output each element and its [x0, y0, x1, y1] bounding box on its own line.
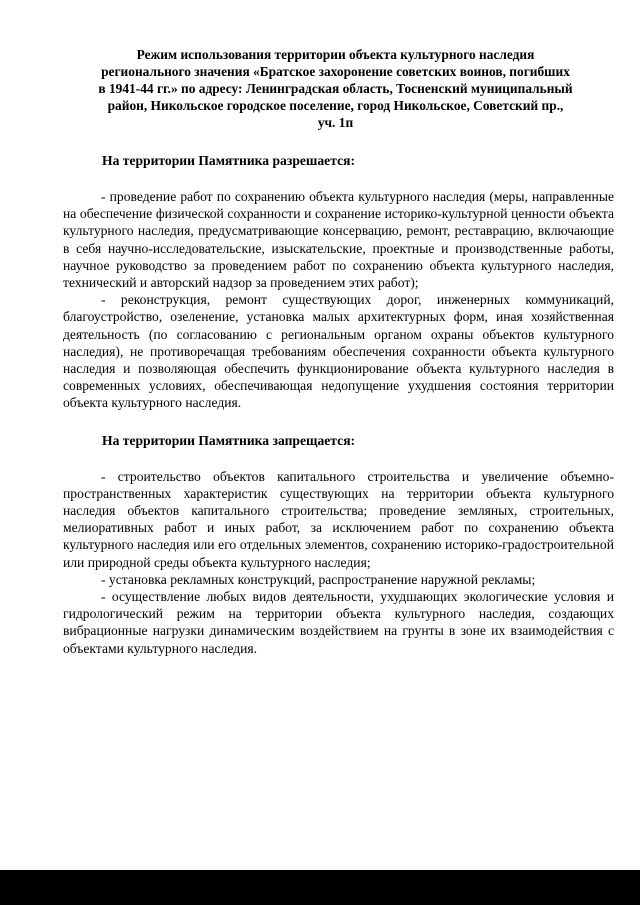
- title-line: район, Никольское городское поселение, город Никольское, Советский пр.,: [107, 98, 564, 113]
- title-line: регионального значения «Братское захоронение советских воинов, погибших: [101, 64, 570, 79]
- title-line: уч. 1п: [317, 115, 354, 130]
- title-line: Режим использования территории объекта культурного наследия: [136, 47, 535, 62]
- scan-border: [0, 870, 640, 905]
- title-line: в 1941-44 гг.» по адресу: Ленинградская область, Тосненский муниципальный: [98, 81, 573, 96]
- forbidden-item: - осуществление любых видов деятельности, ухудшающих экологические условия и гидрологический режим на территории объекта культурного наследия, создающих вибрационные нагрузки динамическим воздействием на грунты в зоне их взаимодействия с объектами культурного наследия.: [63, 589, 614, 656]
- forbidden-item: - строительство объектов капитального строительства и увеличение объемно-пространственных характеристик существующих на территории объекта культурного наследия объектов капитального строительства; проведение земляных, строительных, мелиоративных работ и иных работ, за исключением работ по сохранению объекта культурного наследия или его отдельных элементов, сохранению историко-градостроительной или природной среды объекта культурного наследия;: [63, 468, 614, 570]
- allowed-item: - реконструкция, ремонт существующих дорог, инженерных коммуникаций, благоустройство, озеленение, установка малых архитектурных форм, иная хозяйственная деятельность (по согласованию с региональным органом охраны объектов культурного наследия), не противоречащая требованиям обеспечения сохранности объекта культурного наследия и позволяющая обеспечить функционирование объекта культурного наследия в современных условиях, обеспечивающая недопущение ухудшения состояния территории объекта культурного наследия.: [63, 292, 614, 411]
- allowed-heading: На территории Памятника разрешается:: [102, 153, 355, 168]
- allowed-section: [63, 188, 614, 412]
- forbidden-section: [63, 468, 614, 657]
- document-title: [63, 46, 608, 131]
- forbidden-heading: На территории Памятника запрещается:: [102, 432, 356, 448]
- allowed-item: - проведение работ по сохранению объекта культурного наследия (меры, направленные на обеспечение физической сохранности и сохранение историко-культурной ценности объекта культурного наследия, предусматривающие консервацию, ремонт, реставрацию, включающие в себя научно-исследовательские, изыскательские, проектные и производственные работы, научное руководство за проведением работ по сохранению объекта культурного наследия, технический и авторский надзор за проведением этих работ);: [63, 189, 614, 291]
- forbidden-item: - установка рекламных конструкций, распространение наружной рекламы;: [101, 571, 536, 587]
